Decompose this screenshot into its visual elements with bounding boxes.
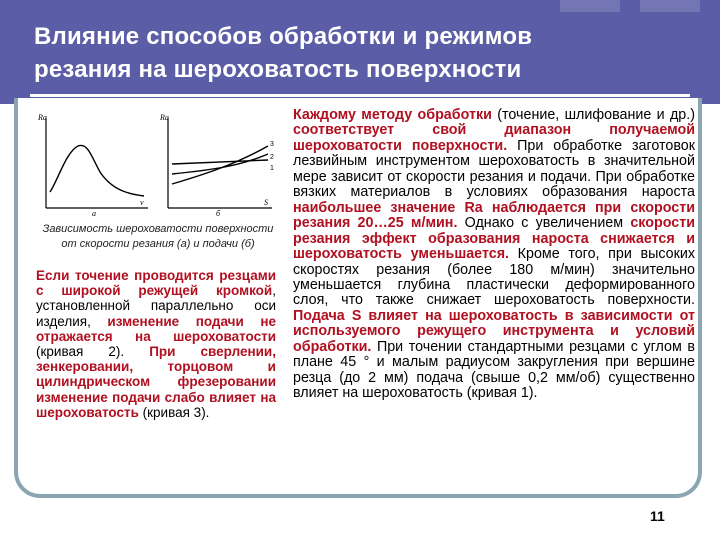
title-line-1: Влияние способов обработки и режимов	[34, 23, 533, 50]
left-text-segment: (кривая 3).	[138, 404, 210, 420]
slide-title	[34, 20, 674, 86]
chart-caption: Зависимость шероховатости поверхности от скорости резания (а) и подачи (б)	[42, 223, 274, 250]
right-text-segment: Подача S влияет на шероховатость в зависимости от используемого режущего инструмента и условий обработки.	[293, 307, 695, 355]
chart-b-y-label: Ra	[160, 113, 169, 122]
left-text-segment: , установленной параллельно оси изделия,	[36, 283, 276, 329]
right-text-segment: наибольшее значение Ra наблюдается при скорости резания 20…25 м/мин.	[293, 199, 695, 232]
left-text-segment: При сверлении, зенкеровании, торцовом и цилиндрическом фрезеровании изменение подачи слабо влияет на шероховатость	[36, 344, 276, 420]
chart-roughness-vs-feed	[159, 113, 274, 218]
chart-b-panel-label: б	[216, 209, 221, 218]
right-text-segment: Однако с увеличением	[457, 215, 631, 232]
left-text-segment: изменение подачи не отражается на шероховатости	[36, 313, 276, 344]
left-paragraph	[36, 268, 276, 420]
chart-b-curve-label-1: 1	[270, 165, 274, 172]
slide-header	[0, 0, 720, 104]
right-text-segment: соответствует свой диапазон получаемой шероховатости поверхности.	[293, 122, 695, 154]
right-text-segment: (точение, шлифование и др.)	[491, 107, 695, 123]
chart-b-curve-3	[172, 146, 268, 184]
page-number: 11	[650, 508, 665, 524]
right-text-segment: Кроме того, при высоких скоростях резания (более 180 м/мин) значительно уменьшается глубина пластически деформированного слоя, что также снижает шероховатость поверхности.	[293, 246, 695, 309]
chart-a-panel-label: а	[92, 209, 96, 218]
header-decoration	[640, 0, 700, 12]
chart-a-x-label: v	[140, 198, 144, 207]
right-text-segment: Каждому методу обработки	[293, 107, 492, 123]
chart-roughness-vs-speed	[37, 113, 148, 218]
chart-b-curve-label-3: 3	[270, 141, 274, 148]
chart-b-curve-label-2: 2	[270, 154, 274, 161]
chart-a-curve	[50, 145, 144, 196]
chart-b-x-label: S	[264, 198, 268, 207]
right-text-segment: скорости резания эффект образования нароста снижается и шероховатость уменьшается.	[293, 215, 695, 263]
roughness-charts	[36, 110, 280, 218]
left-text-segment: (кривая 2).	[36, 344, 150, 360]
left-text-segment: Если точение проводится резцами с широкой режущей кромкой	[36, 268, 276, 299]
title-underline	[30, 94, 690, 97]
chart-b-curve-2	[172, 160, 268, 164]
right-paragraph	[293, 108, 695, 402]
header-decoration	[560, 0, 620, 12]
chart-a-y-label: Ra	[38, 113, 47, 122]
right-text-segment: При обработке заготовок лезвийным инструментом шероховатость в значительной мере зависит от скорости резания и подачи. При обработке вязких материалов в условиях образования нароста	[293, 137, 695, 201]
right-text-segment: При точении стандартными резцами с углом в плане 45 ° и малым радиусом закругления при вершине резца (до 2 мм) подача (свыше 0,2 мм/об) существенно влияет на шероховатость (кривая 1).	[293, 338, 695, 402]
title-line-2: резания на шероховатость поверхности	[34, 56, 522, 83]
